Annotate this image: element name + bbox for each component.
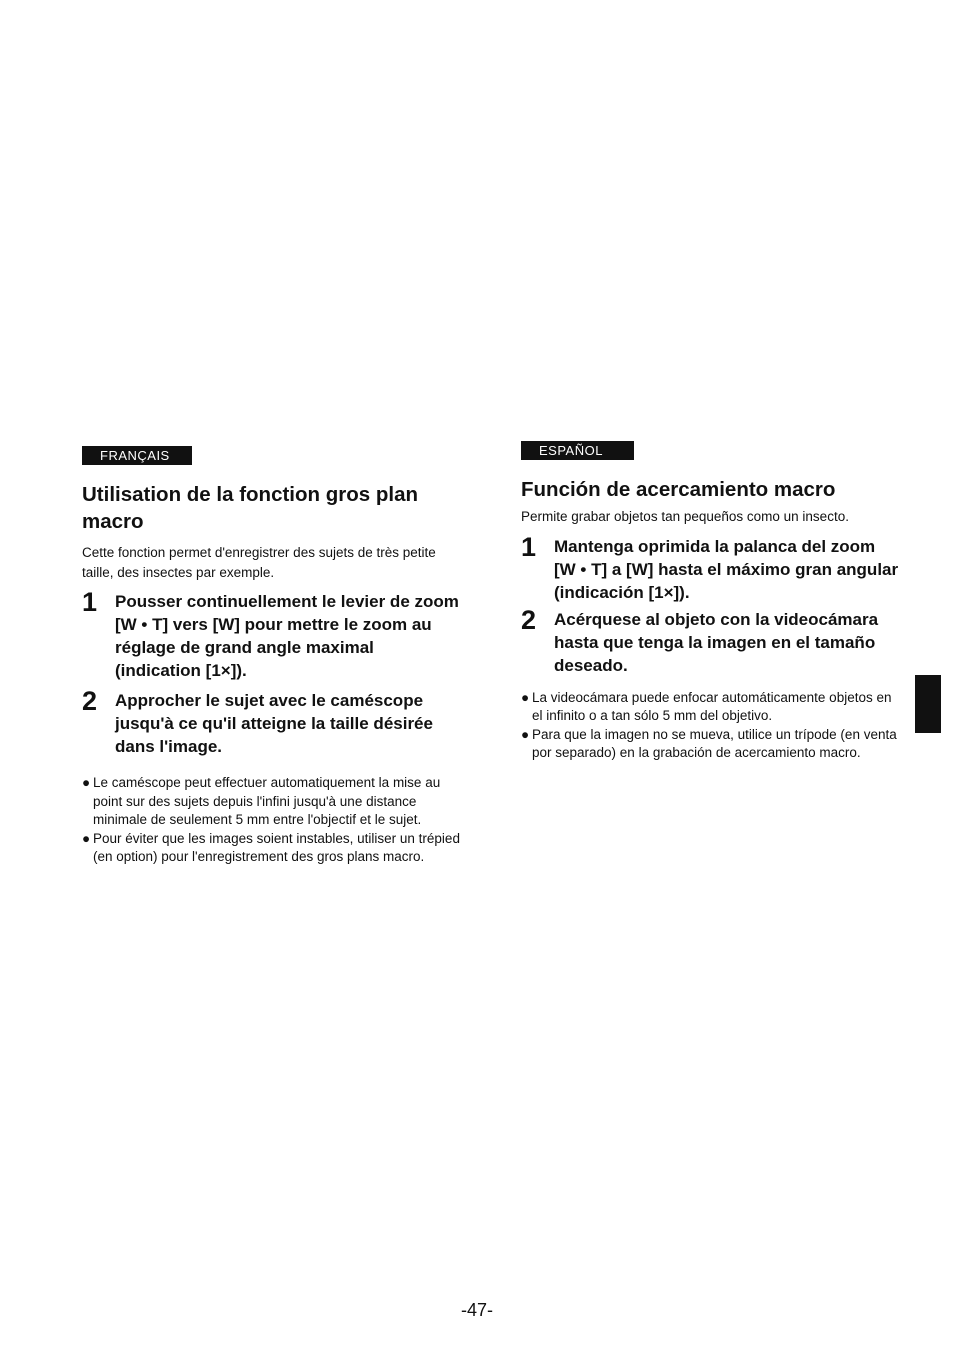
bullet-icon: ● bbox=[82, 830, 91, 846]
notes-list-espanol bbox=[521, 689, 901, 763]
note-item bbox=[521, 689, 901, 726]
step-2-francais bbox=[82, 686, 462, 758]
spanish-section bbox=[521, 441, 901, 763]
note-item bbox=[521, 726, 901, 763]
step-text: Approcher le sujet avec le caméscope jusqu'à ce qu'il atteigne la taille désirée dans l'image. bbox=[115, 691, 433, 756]
section-title-espanol: Función de acercamiento macro bbox=[521, 478, 836, 501]
language-badge-espanol: ESPAÑOL bbox=[521, 441, 634, 460]
note-text: La videocámara puede enfocar automáticamente objetos en el infinito o a tan sólo 5 mm del objetivo. bbox=[532, 689, 892, 723]
bullet-icon: ● bbox=[521, 726, 530, 742]
section-tab-marker bbox=[915, 675, 941, 733]
bullet-icon: ● bbox=[521, 689, 530, 705]
note-text: Pour éviter que les images soient instables, utiliser un trépied (en option) pour l'enregistrement des gros plans macro. bbox=[93, 830, 460, 864]
step-text: Mantenga oprimida la palanca del zoom [W • T] a [W] hasta el máximo gran angular (indicación [1×]). bbox=[554, 536, 899, 602]
step-text: Pousser continuellement le levier de zoom [W • T] vers [W] pour mettre le zoom au réglage de grand angle maximal (indication [1×]). bbox=[115, 592, 459, 680]
notes-list-francais bbox=[82, 774, 462, 867]
step-1-espanol bbox=[521, 531, 901, 604]
step-number: 1 bbox=[82, 587, 98, 617]
note-text: Para que la imagen no se mueva, utilice un trípode (en venta por separado) en la grabación de acercamiento macro. bbox=[532, 726, 897, 760]
bullet-icon: ● bbox=[82, 775, 91, 790]
section-title-francais: Utilisation de la fonction gros plan macro bbox=[82, 483, 418, 533]
step-text: Acérquese al objeto con la videocámara hasta que tenga la imagen en el tamaño deseado. bbox=[554, 609, 879, 675]
note-item bbox=[82, 830, 462, 867]
step-number: 1 bbox=[521, 531, 537, 562]
language-badge-francais: FRANÇAIS bbox=[82, 446, 192, 465]
step-number: 2 bbox=[82, 686, 98, 716]
step-2-espanol bbox=[521, 604, 901, 677]
step-number: 2 bbox=[521, 604, 537, 635]
note-text: Le caméscope peut effectuer automatiquement la mise au point sur des sujets depuis l'infini jusqu'à une distance minimale de seulement 5 mm entre l'objectif et le sujet. bbox=[93, 775, 441, 827]
french-section bbox=[82, 446, 462, 867]
step-1-francais bbox=[82, 587, 462, 682]
intro-text-francais: Cette fonction permet d'enregistrer des sujets de très petite taille, des insectes par exemple. bbox=[82, 545, 436, 580]
intro-text-espanol: Permite grabar objetos tan pequeños como un insecto. bbox=[521, 509, 849, 524]
page-number: -47- bbox=[460, 1300, 493, 1320]
note-item bbox=[82, 774, 462, 830]
